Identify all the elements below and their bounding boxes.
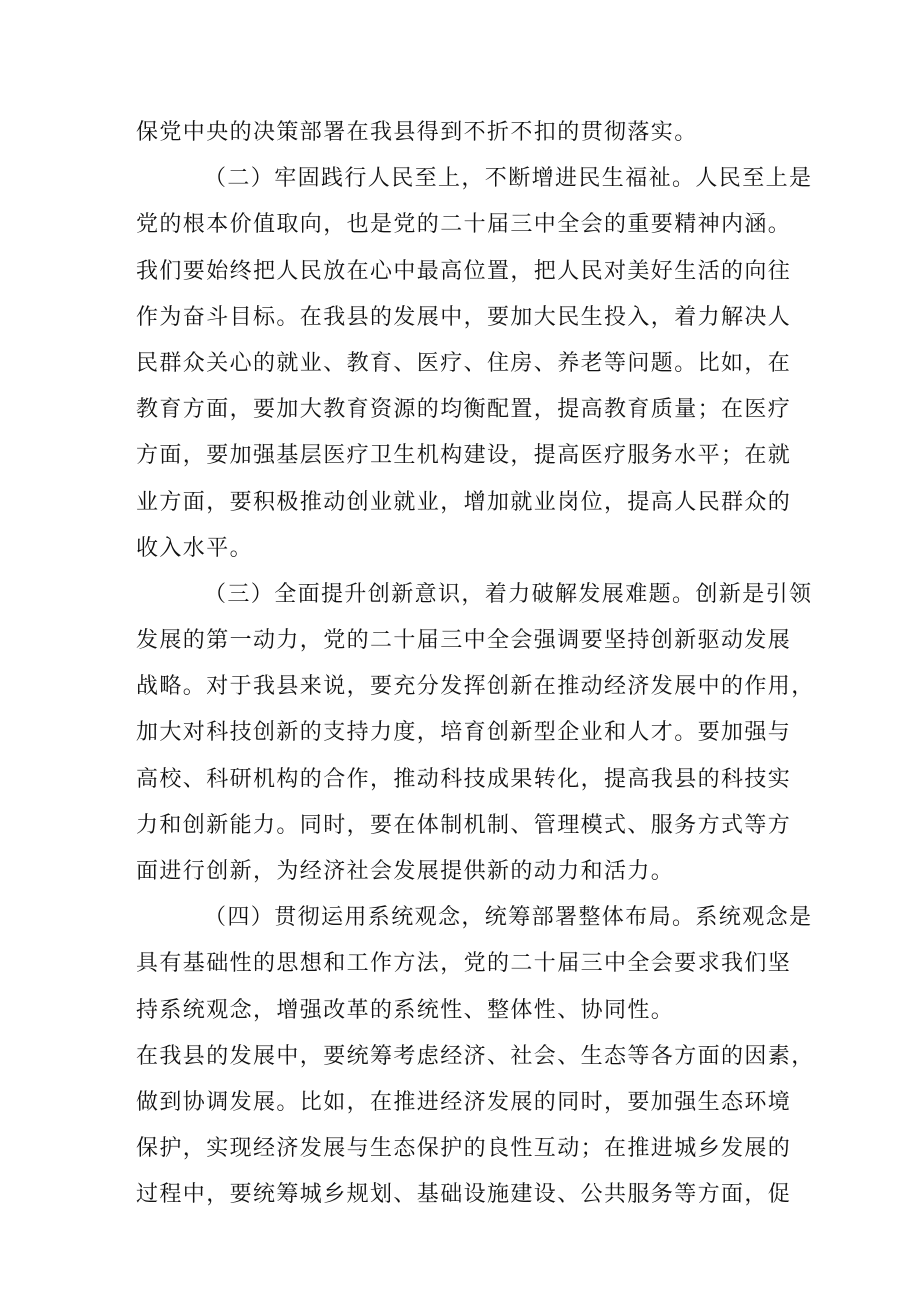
text-line: 保护，实现经济发展与生态保护的良性互动；在推进城乡发展的 <box>136 1136 792 1162</box>
text-line: （三）全面提升创新意识，着力破解发展难题。创新是引领 <box>204 581 813 607</box>
text-line: 作为奋斗目标。在我县的发展中，要加大民生投入，着力解决人 <box>136 304 792 330</box>
text-line: 业方面，要积极推动创业就业，增加就业岗位，提高人民群众的 <box>136 489 792 515</box>
text-line: 做到协调发展。比如，在推进经济发展的同时，要加强生态环境 <box>136 1089 792 1115</box>
text-line: 教育方面，要加大教育资源的均衡配置，提高教育质量；在医疗 <box>136 397 792 423</box>
text-line: 民群众关心的就业、教育、医疗、住房、养老等问题。比如，在 <box>136 350 792 376</box>
text-line: 在我县的发展中，要统筹考虑经济、社会、生态等各方面的因素， <box>136 1043 815 1069</box>
text-line: 发展的第一动力，党的二十届三中全会强调要坚持创新驱动发展 <box>136 628 792 654</box>
text-line: 收入水平。 <box>136 535 254 561</box>
text-line: 保党中央的决策部署在我县得到不折不扣的贯彻落实。 <box>136 120 698 145</box>
text-line: 过程中，要统筹城乡规划、基础设施建设、公共服务等方面，促 <box>136 1182 792 1208</box>
text-line: （四）贯彻运用系统观念，统筹部署整体布局。系统观念是 <box>204 905 813 931</box>
text-line: （二）牢固践行人民至上，不断增进民生福祉。人民至上是 <box>204 166 813 192</box>
text-line: 面进行创新，为经济社会发展提供新的动力和活力。 <box>136 859 675 884</box>
document-body <box>136 110 815 1219</box>
text-line: 持系统观念，增强改革的系统性、整体性、协同性。 <box>136 997 675 1023</box>
text-line: 力和创新能力。同时，要在体制机制、管理模式、服务方式等方 <box>136 812 792 838</box>
text-line: 加大对科技创新的支持力度，培育创新型企业和人才。要加强与 <box>136 720 792 746</box>
text-line: 我们要始终把人民放在心中最高位置，把人民对美好生活的向往 <box>136 258 792 284</box>
text-line: 具有基础性的思想和工作方法，党的二十届三中全会要求我们坚 <box>136 951 792 977</box>
text-line: 方面，要加强基层医疗卫生机构建设，提高医疗服务水平；在就 <box>136 443 792 469</box>
text-line: 党的根本价值取向，也是党的二十届三中全会的重要精神内涵。 <box>136 212 792 238</box>
text-line: 战略。对于我县来说，要充分发挥创新在推动经济发展中的作用， <box>136 674 815 700</box>
text-line: 高校、科研机构的合作，推动科技成果转化，提高我县的科技实 <box>136 766 792 792</box>
